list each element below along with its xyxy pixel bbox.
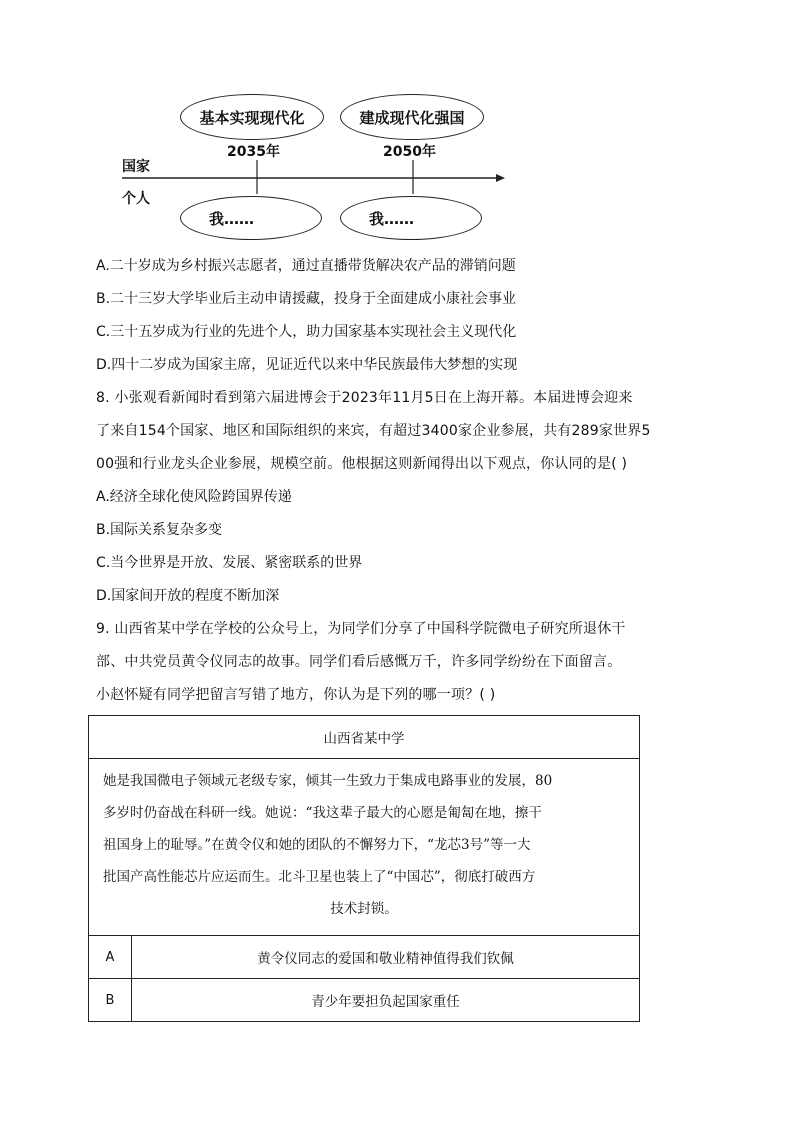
label-country: 国家 bbox=[122, 159, 150, 175]
row-letter: B bbox=[89, 979, 132, 1022]
row-text: 黄令仪同志的爱国和敬业精神值得我们钦佩 bbox=[132, 936, 640, 979]
q7-option-a: A.二十岁成为乡村振兴志愿者，通过直播带货解决农产品的滞销问题 bbox=[96, 258, 516, 274]
oval-me-right: 我…… bbox=[340, 196, 482, 240]
q8-option-a: A.经济全球化使风险跨国界传递 bbox=[96, 489, 292, 505]
story-line: 多岁时仍奋战在科研一线。她说：“我这辈子最大的心愿是匍匐在地，擦干 bbox=[103, 805, 542, 821]
row-text: 青少年要担负起国家重任 bbox=[132, 979, 640, 1022]
table-header: 山西省某中学 bbox=[89, 716, 640, 759]
table-row bbox=[89, 979, 640, 1022]
q9-stem-line-1: 9. 山西省某中学在学校的公众号上，为同学们分享了中国科学院微电子研究所退休干 bbox=[96, 621, 626, 637]
q9-table bbox=[88, 715, 640, 1022]
q8-option-b: B.国际关系复杂多变 bbox=[96, 522, 223, 538]
table-row bbox=[89, 936, 640, 979]
table-story bbox=[89, 759, 640, 936]
q7-option-c: C.三十五岁成为行业的先进个人，助力国家基本实现社会主义现代化 bbox=[96, 324, 517, 340]
oval-me-left: 我…… bbox=[180, 196, 322, 240]
timeline-diagram bbox=[100, 90, 520, 250]
oval-basic-modernization: 基本实现现代化 bbox=[180, 94, 324, 140]
oval-strong-country: 建成现代化强国 bbox=[340, 94, 484, 140]
q8-option-d: D.国家间开放的程度不断加深 bbox=[96, 588, 280, 604]
q7-option-d: D.四十二岁成为国家主席，见证近代以来中华民族最伟大梦想的实现 bbox=[96, 357, 518, 373]
row-letter: A bbox=[89, 936, 132, 979]
q8-stem-line-3: 00强和行业龙头企业参展，规模空前。他根据这则新闻得出以下观点，你认同的是( ) bbox=[96, 456, 628, 472]
story-line: 她是我国微电子领域元老级专家，倾其一生致力于集成电路事业的发展，80 bbox=[103, 773, 553, 789]
q7-option-b: B.二十三岁大学毕业后主动申请援藏，投身于全面建成小康社会事业 bbox=[96, 291, 517, 307]
story-line: 祖国身上的耻辱。”在黄令仪和她的团队的不懈努力下，“龙芯3号”等一大 bbox=[103, 837, 531, 853]
q9-stem-line-3: 小赵怀疑有同学把留言写错了地方，你认为是下列的哪一项？( ) bbox=[96, 687, 496, 703]
q8-option-c: C.当今世界是开放、发展、紧密联系的世界 bbox=[96, 555, 363, 571]
story-line: 批国产高性能芯片应运而生。北斗卫星也装上了“中国芯”，彻底打破西方 bbox=[103, 869, 536, 885]
year-2035: 2035年 bbox=[227, 144, 280, 160]
q8-stem-line-1: 8. 小张观看新闻时看到第六届进博会于2023年11月5日在上海开幕。本届进博会迎来 bbox=[96, 390, 633, 406]
label-person: 个人 bbox=[122, 191, 150, 207]
q8-stem-line-2: 了来自154个国家、地区和国际组织的来宾，有超过3400家企业参展，共有289家世界5 bbox=[96, 423, 651, 439]
year-2050: 2050年 bbox=[383, 144, 436, 160]
q9-stem-line-2: 部、中共党员黄令仪同志的故事。同学们看后感慨万千，许多同学纷纷在下面留言。 bbox=[96, 654, 622, 670]
story-line: 技术封锁。 bbox=[330, 901, 398, 917]
